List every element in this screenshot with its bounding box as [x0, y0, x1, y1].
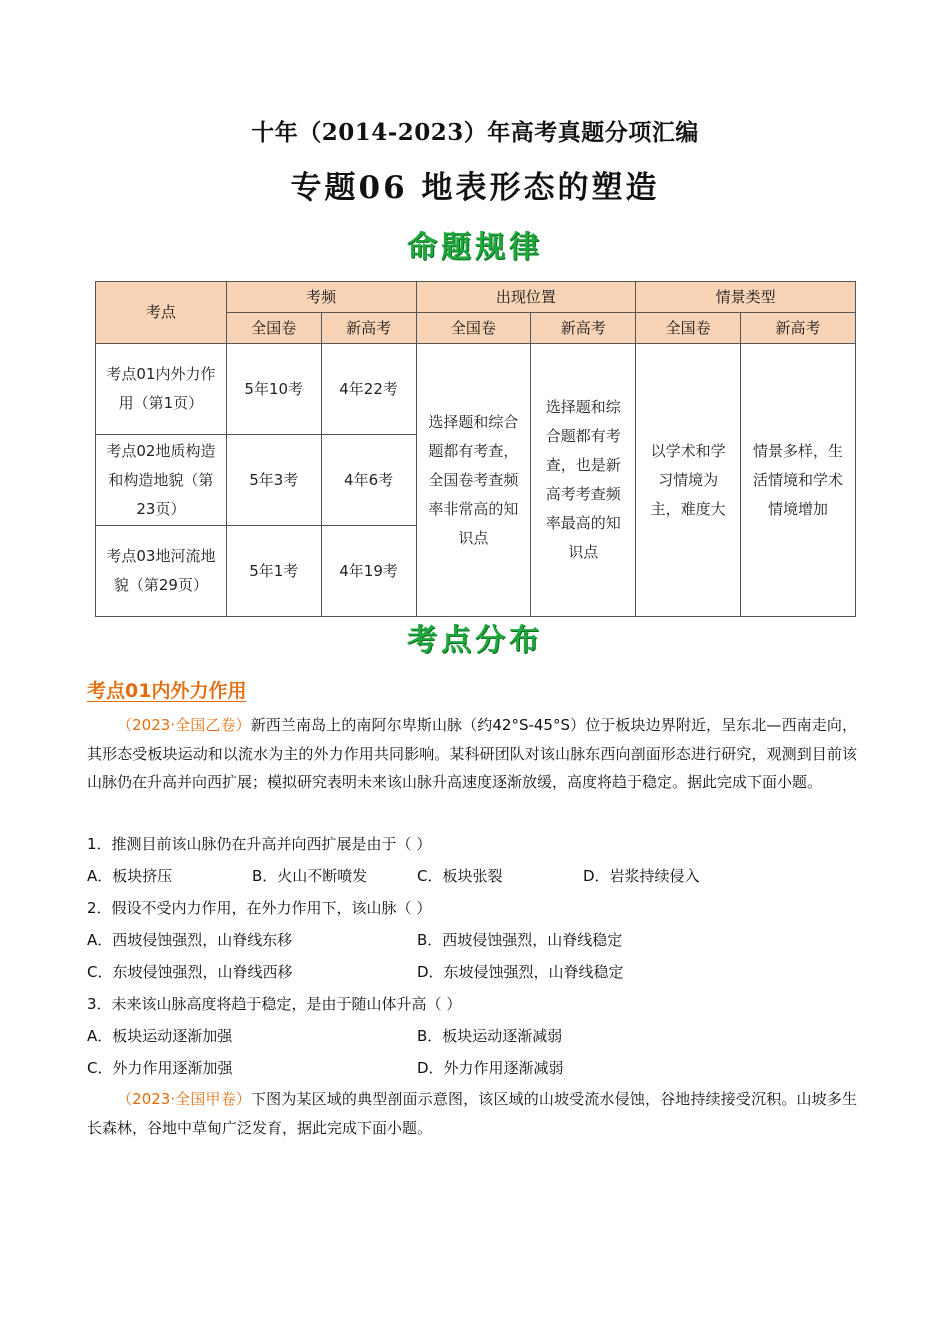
passage-text: 新西兰南岛上的南阿尔卑斯山脉（约42°S-45°S）位于板块边界附近，呈东北—西南走向，其形态受板块运动和以流水为主的外力作用共同影响。某科研团队对该山脉东西向剖面形态进行研究，观测到目前该山脉仍在升高并向西扩展；模拟研究表明未来该山脉升高速度逐渐放缓，高度将趋于稳定。据此完成下面小题。: [87, 716, 857, 791]
cell-point: 考点02地质构造和构造地貌（第23页）: [96, 435, 227, 526]
cell-freq-new: 4年19考: [321, 526, 416, 617]
cell-freq-national: 5年3考: [226, 435, 321, 526]
option-2a: A．西坡侵蚀强烈，山脊线东移: [87, 931, 293, 949]
option-1b: B．火山不断喷发: [252, 867, 368, 885]
passage-2: [87, 1085, 857, 1142]
document-title: 十年（2014-2023）年高考真题分项汇编: [251, 119, 699, 146]
header-kaopin: 考频: [226, 282, 416, 313]
passage-text: 下图为某区域的典型剖面示意图，该区域的山坡受流水侵蚀，谷地持续接受沉积。山坡多生长森林，谷地中草甸广泛发育，据此完成下面小题。: [87, 1090, 857, 1137]
cell-freq-national: 5年1考: [226, 526, 321, 617]
kaodian-01-heading: 考点01内外力作用: [87, 680, 247, 702]
option-3c: C．外力作用逐渐加强: [87, 1059, 233, 1077]
cell-scene-new: 情景多样，生活情境和学术情境增加: [741, 344, 856, 617]
cell-point: 考点01内外力作用（第1页）: [96, 344, 227, 435]
option-3b: B．板块运动逐渐减弱: [417, 1027, 563, 1045]
option-2c: C．东坡侵蚀强烈，山脊线西移: [87, 963, 293, 981]
passage-1: [87, 711, 857, 797]
option-1c: C．板块张裂: [417, 867, 503, 885]
subheader-national: 全国卷: [226, 313, 321, 344]
header-kaodian: 考点: [96, 282, 227, 344]
cell-position-national: 选择题和综合题都有考查，全国卷考查频率非常高的知识点: [416, 344, 531, 617]
subheader-national: 全国卷: [416, 313, 531, 344]
question-1: 1．推测目前该山脉仍在升高并向西扩展是由于（ ）: [87, 835, 432, 853]
option-1d: D．岩浆持续侵入: [583, 867, 700, 885]
option-3d: D．外力作用逐渐减弱: [417, 1059, 564, 1077]
cell-freq-national: 5年10考: [226, 344, 321, 435]
option-3a: A．板块运动逐渐加强: [87, 1027, 233, 1045]
option-2d: D．东坡侵蚀强烈，山脊线稳定: [417, 963, 624, 981]
document-subtitle: 专题06 地表形态的塑造: [290, 170, 660, 206]
source-tag: （2023·全国甲卷）: [117, 1090, 252, 1108]
cell-position-new: 选择题和综合题都有考查，也是新高考考查频率最高的知识点: [531, 344, 636, 617]
section-heading-rule: 命题规律: [407, 230, 543, 265]
header-position: 出现位置: [416, 282, 636, 313]
header-scene: 情景类型: [636, 282, 856, 313]
subheader-new: 新高考: [531, 313, 636, 344]
cell-freq-new: 4年6考: [321, 435, 416, 526]
source-tag: （2023·全国乙卷）: [117, 716, 251, 734]
question-2: 2．假设不受内力作用，在外力作用下，该山脉（ ）: [87, 899, 432, 917]
section-heading-distribution: 考点分布: [407, 623, 543, 658]
subheader-new: 新高考: [741, 313, 856, 344]
summary-table: [95, 281, 856, 617]
cell-scene-national: 以学术和学习情境为主，难度大: [636, 344, 741, 617]
question-3: 3．未来该山脉高度将趋于稳定，是由于随山体升高（ ）: [87, 995, 462, 1013]
option-2b: B．西坡侵蚀强烈，山脊线稳定: [417, 931, 623, 949]
option-1a: A．板块挤压: [87, 867, 173, 885]
subheader-national: 全国卷: [636, 313, 741, 344]
table-header-row: [96, 282, 856, 313]
cell-point: 考点03地河流地貌（第29页）: [96, 526, 227, 617]
table-row: [96, 344, 856, 435]
cell-freq-new: 4年22考: [321, 344, 416, 435]
subheader-new: 新高考: [321, 313, 416, 344]
